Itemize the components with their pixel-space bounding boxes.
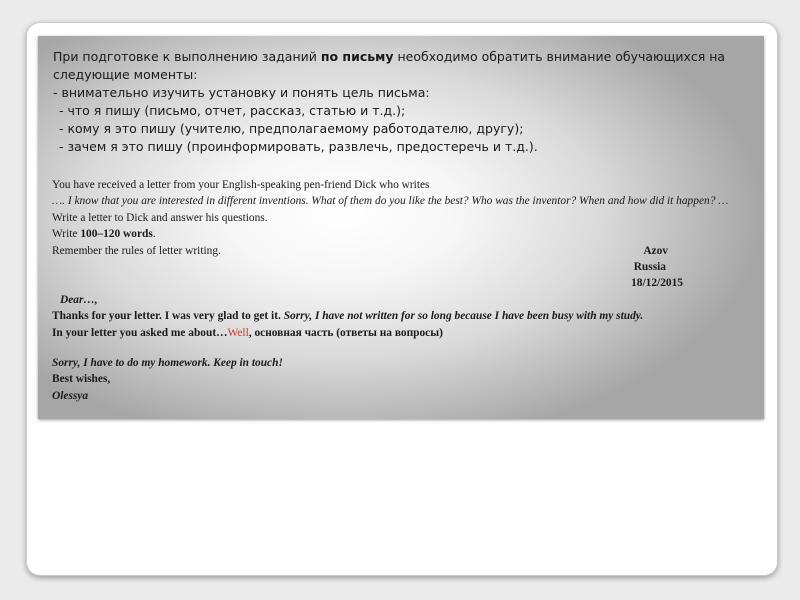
spacer	[52, 341, 757, 355]
task-and-letter	[52, 177, 757, 404]
letter-thanks: Thanks for your letter. I was very glad to get it. Sorry, I have not written for so long because I have been busy with my study.	[52, 310, 644, 323]
instruction-subitem: - кому я это пишу (учителю, предполагаемому работодателю, другу);	[59, 121, 524, 136]
letter-closing: Sorry, I have to do my homework. Keep in touch!	[52, 357, 283, 370]
instruction-subitem: - что я пишу (письмо, отчет, рассказ, статью и т.д.);	[59, 103, 406, 118]
instruction-intro: При подготовке к выполнению заданий по письму необходимо обратить внимание обучающихся на следующие моменты:	[53, 49, 726, 82]
task-write-letter: Write a letter to Dick and answer his questions.	[52, 211, 268, 224]
content-panel	[38, 36, 764, 419]
well-word: Well	[227, 326, 249, 339]
address-country: Russia	[633, 261, 666, 274]
task-word-count: Write 100–120 words.	[52, 228, 156, 241]
letter-best-wishes: Best wishes,	[52, 373, 111, 386]
task-intro: You have received a letter from your English-speaking pen-friend Dick who writes	[52, 179, 430, 191]
task-quote: …. I know that you are interested in different inventions. What of them do you like the best? Who was the inventor? When and how did it happen? …	[52, 195, 729, 208]
address-city: Azov	[643, 244, 668, 257]
letter-date: 18/12/2015	[631, 277, 683, 290]
letter-asked: In your letter you asked me about…Well, основная часть (ответы на вопросы)	[52, 326, 443, 339]
instruction-item: - внимательно изучить установку и понять цель письма:	[53, 85, 430, 100]
letter-signature: Olessya	[52, 389, 89, 402]
task-remember: Remember the rules of letter writing.	[52, 244, 221, 257]
instruction-subitem: - зачем я это пишу (проинформировать, развлечь, предостеречь и т.д.).	[59, 139, 538, 154]
letter-greeting: Dear…,	[60, 293, 98, 306]
instructions-block	[53, 48, 753, 156]
emphasis-by-letter: по письму	[320, 49, 394, 64]
